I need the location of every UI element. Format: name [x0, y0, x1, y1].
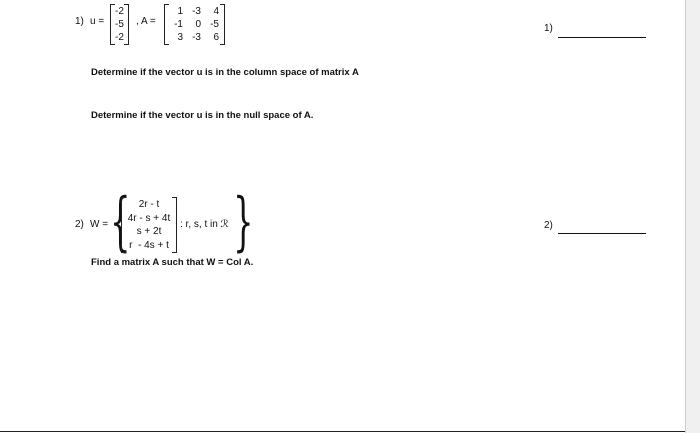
u-entry: -5 — [115, 19, 124, 30]
a-entry: 6 — [213, 32, 219, 43]
a-entry: -1 — [174, 19, 183, 30]
w-entry: 4r - s + 4t — [127, 212, 171, 224]
page-bottom-border — [0, 431, 686, 432]
a-entry: -3 — [192, 6, 201, 17]
problem-1-number: 1) — [75, 16, 84, 27]
a-entry: 1 — [177, 6, 183, 17]
vector-u — [110, 4, 129, 45]
right-brace: } — [233, 185, 254, 259]
scrollbar[interactable] — [685, 0, 700, 433]
u-label: u = — [90, 16, 105, 27]
left-brace: { — [110, 185, 131, 259]
w-entry: s + 2t — [136, 226, 162, 237]
problem-2-number: 2) — [75, 219, 84, 230]
a-entry: 3 — [177, 32, 183, 43]
parameter-condition: : r, s, t in ℛ — [180, 219, 229, 230]
a-entry: 0 — [195, 19, 201, 30]
a-entry: -5 — [210, 19, 219, 30]
a-entry: -3 — [192, 32, 201, 43]
w-entry: 2r - t — [138, 199, 160, 210]
question-column-space: Determine if the vector u is in the column space of matrix A — [91, 67, 359, 78]
w-label: W = — [90, 219, 109, 230]
vector-w — [121, 197, 177, 253]
answer-2-label: 2) — [544, 220, 553, 231]
answer-1-label: 1) — [544, 23, 553, 34]
u-entry: -2 — [115, 6, 124, 17]
answer-1-blank[interactable] — [558, 25, 646, 38]
answer-2-blank[interactable] — [558, 221, 646, 234]
a-entry: 4 — [213, 6, 219, 17]
question-null-space: Determine if the vector u is in the null space of A. — [91, 110, 314, 121]
matrix-a — [164, 4, 225, 45]
w-entry: r - 4s + t — [129, 239, 169, 251]
a-label: , A = — [136, 16, 156, 27]
u-entry: -2 — [115, 32, 124, 43]
question-col-a: Find a matrix A such that W = Col A. — [91, 257, 254, 268]
